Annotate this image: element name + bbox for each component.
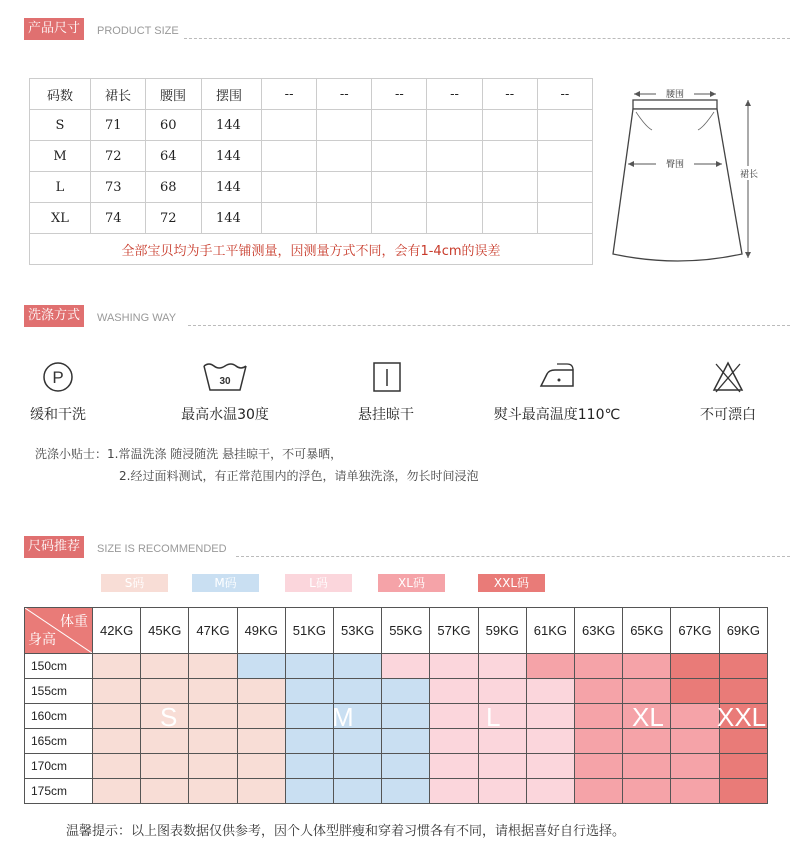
size-cell-s <box>93 679 141 704</box>
hang-dry-icon <box>369 360 403 394</box>
size-cell: S <box>30 110 91 141</box>
height-cell: 155cm <box>25 679 93 704</box>
size-cell-xl <box>575 679 623 704</box>
hem-cell: 144 <box>202 203 262 234</box>
weight-header-cell: 57KG <box>430 608 478 654</box>
size-cell-m <box>382 729 430 754</box>
recommend-header <box>24 536 790 558</box>
corner-weight: 体重 <box>60 614 88 630</box>
size-cell-s <box>237 729 285 754</box>
size-cell-s <box>93 654 141 679</box>
size-cell-l <box>430 704 478 729</box>
size-cell-m <box>382 754 430 779</box>
no-bleach-icon <box>711 360 745 394</box>
footer-note: 温馨提示：以上图表数据仅供参考，因个人体型胖瘦和穿着习惯各有不同，请根据喜好自行选择。 <box>66 824 626 839</box>
size-cell-m <box>382 679 430 704</box>
weight-header-cell: 63KG <box>575 608 623 654</box>
size-row <box>30 172 593 203</box>
corner-cell <box>25 608 93 654</box>
size-cell-xxl <box>671 679 719 704</box>
header-cell: 摆围 <box>202 79 262 110</box>
big-label-m: M <box>332 702 354 732</box>
wash-label: 熨斗最高温度110℃ <box>493 407 621 423</box>
weight-header-cell: 53KG <box>334 608 382 654</box>
size-cell-s <box>93 704 141 729</box>
size-row <box>30 110 593 141</box>
weight-header-cell: 67KG <box>671 608 719 654</box>
size-cell-xl <box>575 704 623 729</box>
size-row <box>30 141 593 172</box>
weight-header-cell: 49KG <box>237 608 285 654</box>
size-cell-l <box>526 704 574 729</box>
size-cell-m <box>334 779 382 804</box>
size-row <box>30 203 593 234</box>
size-cell-m <box>285 754 333 779</box>
wash-item-no-bleach <box>692 360 764 424</box>
waist-cell: 72 <box>146 203 202 234</box>
wash-label: 最高水温30度 <box>181 407 269 423</box>
iron-icon <box>535 360 579 394</box>
legend-m: M码 <box>192 574 259 592</box>
size-table <box>29 78 593 265</box>
size-cell-s <box>189 679 237 704</box>
section-tag: 产品尺寸 <box>24 18 84 40</box>
size-cell-xl <box>575 754 623 779</box>
height-row <box>25 754 768 779</box>
size-cell-s <box>237 704 285 729</box>
weight-header-cell: 45KG <box>141 608 189 654</box>
size-cell-m <box>334 754 382 779</box>
size-cell-m <box>382 779 430 804</box>
measurement-note-row <box>30 234 593 265</box>
header-cell: 码数 <box>30 79 91 110</box>
header-cell: -- <box>317 79 372 110</box>
legend-xxl: XXL码 <box>478 574 545 592</box>
size-cell-xl <box>623 779 671 804</box>
waist-label: 腰围 <box>665 90 685 100</box>
wash-item-hang-dry <box>350 360 422 424</box>
size-cell-xl <box>671 704 719 729</box>
weight-header-cell: 55KG <box>382 608 430 654</box>
size-cell-s <box>93 754 141 779</box>
size-cell-m <box>285 779 333 804</box>
length-cell: 72 <box>91 141 146 172</box>
wash-tips-line1 <box>35 445 342 462</box>
size-cell-l <box>382 654 430 679</box>
size-cell-xl <box>671 754 719 779</box>
size-cell-m <box>285 654 333 679</box>
height-row <box>25 679 768 704</box>
wash-label: 缓和干洗 <box>30 407 86 423</box>
wash-item-iron <box>490 360 624 424</box>
header-cell: -- <box>372 79 427 110</box>
weight-header-cell: 42KG <box>93 608 141 654</box>
skirt-diagram <box>606 82 776 267</box>
section-tag: 洗涤方式 <box>24 305 84 327</box>
tips-label: 洗涤小贴士： <box>35 447 108 461</box>
size-cell-l <box>478 779 526 804</box>
size-cell-xl <box>623 754 671 779</box>
wash-label: 悬挂晾干 <box>358 407 414 423</box>
height-row <box>25 779 768 804</box>
size-cell-l <box>526 729 574 754</box>
height-row <box>25 654 768 679</box>
hem-cell: 144 <box>202 172 262 203</box>
size-cell-xl <box>671 779 719 804</box>
header-cell: -- <box>537 79 592 110</box>
size-cell-xxl <box>719 654 767 679</box>
length-cell: 73 <box>91 172 146 203</box>
size-cell-m <box>285 704 333 729</box>
size-cell-s <box>141 654 189 679</box>
header-cell: -- <box>427 79 482 110</box>
product-size-header <box>24 18 790 40</box>
height-cell: 175cm <box>25 779 93 804</box>
washing-header <box>24 305 790 327</box>
size-cell-xl <box>526 654 574 679</box>
svg-text:P: P <box>52 368 64 387</box>
corner-height: 身高 <box>28 632 56 648</box>
size-cell-s <box>93 729 141 754</box>
size-cell-s <box>141 679 189 704</box>
size-cell-s <box>189 754 237 779</box>
size-cell-s <box>237 679 285 704</box>
size-cell-xxl <box>719 679 767 704</box>
size-cell-xl <box>575 779 623 804</box>
weight-header-row <box>25 608 768 654</box>
size-cell-xxl <box>719 779 767 804</box>
height-cell: 150cm <box>25 654 93 679</box>
size-cell-l <box>478 754 526 779</box>
waist-cell: 60 <box>146 110 202 141</box>
size-cell-m <box>334 679 382 704</box>
big-label-l: L <box>486 702 501 732</box>
weight-header-cell: 51KG <box>285 608 333 654</box>
size-cell: XL <box>30 203 91 234</box>
hip-label: 臀围 <box>665 160 685 170</box>
wash-label: 不可漂白 <box>700 407 756 423</box>
size-cell-s <box>93 779 141 804</box>
section-tag: 尺码推荐 <box>24 536 84 558</box>
header-cell: -- <box>482 79 537 110</box>
size-cell-xxl <box>671 654 719 679</box>
hem-cell: 144 <box>202 141 262 172</box>
size-cell-xl <box>623 654 671 679</box>
weight-header-cell: 47KG <box>189 608 237 654</box>
size-cell-l <box>430 729 478 754</box>
svg-text:30: 30 <box>219 376 231 387</box>
size-cell-s <box>189 704 237 729</box>
size-cell-s <box>189 779 237 804</box>
waist-cell: 64 <box>146 141 202 172</box>
height-cell: 160cm <box>25 704 93 729</box>
size-cell-xl <box>575 654 623 679</box>
size-cell-xl <box>623 679 671 704</box>
section-en-title: SIZE IS RECOMMENDED <box>97 543 227 555</box>
big-label-s: S <box>160 702 178 732</box>
size-cell: M <box>30 141 91 172</box>
wash-item-dry-clean <box>24 360 92 424</box>
legend-l: L码 <box>285 574 352 592</box>
size-cell-xxl <box>719 754 767 779</box>
hem-cell: 144 <box>202 110 262 141</box>
size-cell: L <box>30 172 91 203</box>
size-cell-xl <box>671 729 719 754</box>
size-cell-m <box>334 654 382 679</box>
measurement-note: 全部宝贝均为手工平铺测量，因测量方式不同，会有1-4cm的误差 <box>30 234 593 265</box>
size-cell-m <box>285 729 333 754</box>
size-cell-s <box>189 654 237 679</box>
legend-xl: XL码 <box>378 574 445 592</box>
wash-30-icon <box>202 360 248 394</box>
wash-item-water-temp <box>170 360 280 424</box>
weight-header-cell: 59KG <box>478 608 526 654</box>
header-cell: -- <box>262 79 317 110</box>
big-label-xxl: XXL <box>717 702 767 732</box>
weight-header-cell: 61KG <box>526 608 574 654</box>
size-cell-xl <box>575 729 623 754</box>
tip-2: 2.经过面料测试，有正常范围内的浮色，请单独洗涤，勿长时间浸泡 <box>119 469 479 483</box>
size-cell-l <box>430 654 478 679</box>
length-cell: 71 <box>91 110 146 141</box>
size-cell-s <box>237 779 285 804</box>
size-cell-l <box>430 754 478 779</box>
legend-s: S码 <box>101 574 168 592</box>
size-cell-l <box>430 779 478 804</box>
header-cell: 腰围 <box>146 79 202 110</box>
weight-header-cell: 69KG <box>719 608 767 654</box>
header-cell: 裙长 <box>91 79 146 110</box>
big-label-xl: XL <box>632 702 664 732</box>
waist-cell: 68 <box>146 172 202 203</box>
size-table-header <box>30 79 593 110</box>
size-cell-s <box>189 729 237 754</box>
size-cell-l <box>430 679 478 704</box>
size-cell-s <box>141 754 189 779</box>
section-en-title: PRODUCT SIZE <box>97 25 179 37</box>
size-cell-m <box>285 679 333 704</box>
size-cell-l <box>478 679 526 704</box>
height-cell: 170cm <box>25 754 93 779</box>
tip-1: 1.常温洗涤 随浸随洗 悬挂晾干，不可暴晒， <box>107 447 343 461</box>
size-cell-m <box>382 704 430 729</box>
height-cell: 165cm <box>25 729 93 754</box>
size-cell-l <box>478 654 526 679</box>
size-cell-s <box>237 754 285 779</box>
size-cell-l <box>526 754 574 779</box>
size-cell-l <box>526 779 574 804</box>
weight-header-cell: 65KG <box>623 608 671 654</box>
length-cell: 74 <box>91 203 146 234</box>
length-label: 裙长 <box>739 170 759 180</box>
size-cell-s <box>141 779 189 804</box>
wash-tips-line2 <box>119 467 478 484</box>
gentle-dry-clean-icon <box>41 360 75 394</box>
size-cell-m <box>237 654 285 679</box>
section-en-title: WASHING WAY <box>97 312 177 324</box>
size-cell-l <box>526 679 574 704</box>
